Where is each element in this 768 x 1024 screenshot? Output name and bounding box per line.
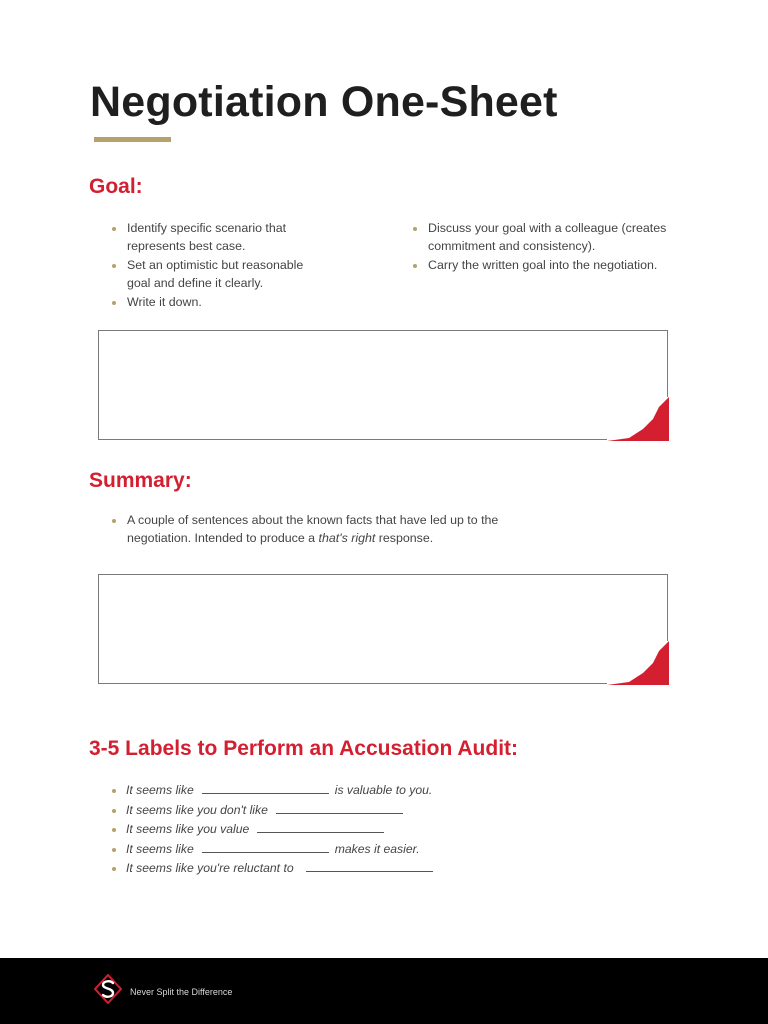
summary-input-box[interactable] [98,574,668,684]
label-prefix: It seems like you don't like [126,802,268,817]
goal-input-box[interactable] [98,330,668,440]
list-item [110,840,439,860]
labels-heading: 3-5 Labels to Perform an Accusation Audit: [89,737,519,760]
blank-line[interactable] [257,821,384,833]
blank-line[interactable] [276,802,403,814]
list-item: Identify specific scenario that represents best case. [110,220,330,255]
list-item: Write it down. [110,294,330,312]
goal-bullets-left [110,220,330,314]
goal-heading: Goal: [89,175,143,198]
list-item [110,512,530,547]
list-item: Set an optimistic but reasonable goal and define it clearly. [110,257,330,292]
summary-emphasis: that's right [318,530,376,545]
blank-line[interactable] [202,782,329,794]
blank-line[interactable] [202,841,329,853]
title-underline [94,137,171,142]
summary-text: A couple of sentences about the known facts that have led up to the negotiation. Intended to produce a [127,513,499,545]
list-item [110,781,439,801]
footer-bar [0,958,768,1024]
list-item [110,820,439,840]
goal-bullets-right [411,220,676,277]
summary-bullets [110,512,530,549]
footer-text: Never Split the Difference [130,987,233,997]
labels-list [110,781,439,879]
label-suffix: makes it easier. [334,841,420,856]
corner-fold-icon [607,641,669,685]
label-prefix: It seems like you're reluctant to [126,861,294,875]
list-item [110,801,439,821]
label-suffix: is valuable to you. [334,783,433,797]
label-prefix: It seems like [126,841,194,856]
never-split-logo-icon [94,974,122,1004]
summary-heading: Summary: [89,469,192,492]
corner-fold-icon [607,397,669,441]
blank-line[interactable] [306,860,433,872]
summary-text-end: response. [375,530,434,545]
page-title: Negotiation One-Sheet [90,78,558,126]
label-prefix: It seems like you value [126,822,250,836]
list-item [110,859,439,879]
list-item: Carry the written goal into the negotiation. [411,257,676,275]
list-item: Discuss your goal with a colleague (creates commitment and consistency). [411,220,676,255]
label-prefix: It seems like [126,783,194,797]
